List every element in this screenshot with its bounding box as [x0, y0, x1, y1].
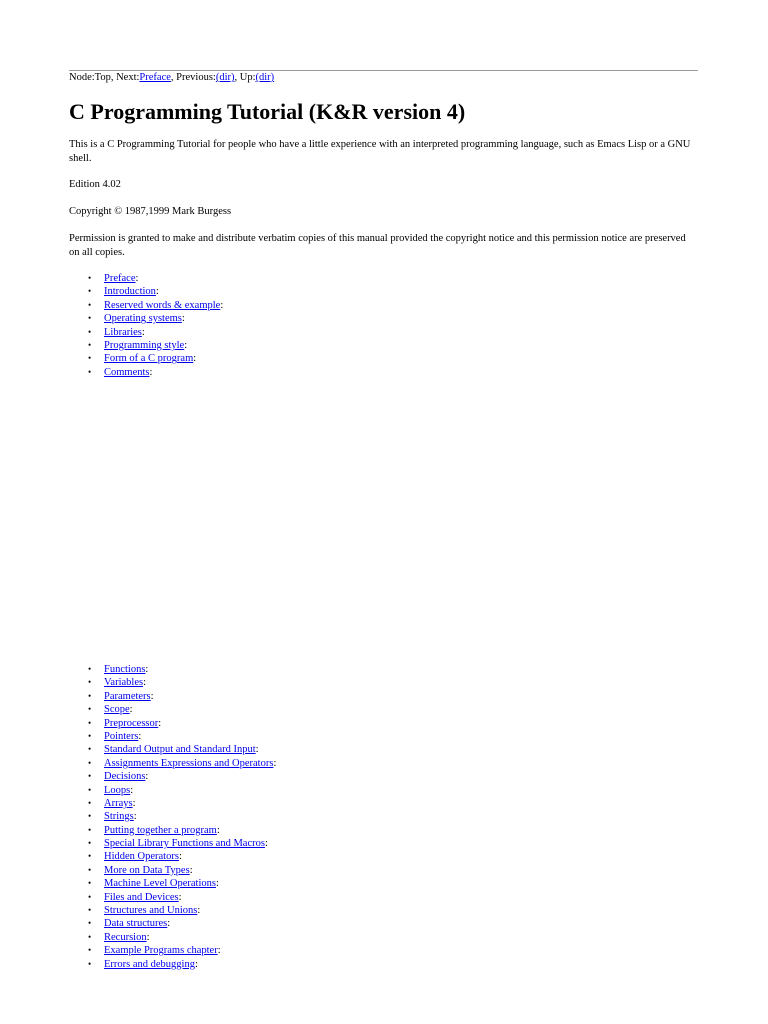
bullet-icon: •: [88, 838, 92, 849]
toc-item: [69, 770, 276, 783]
toc-item: [69, 312, 223, 325]
toc-link[interactable]: Pointers: [104, 730, 139, 742]
toc-item: [69, 904, 276, 917]
bullet-icon: •: [88, 717, 92, 728]
toc-item: [69, 663, 276, 676]
toc-link[interactable]: Hidden Operators: [104, 851, 179, 863]
bullet-icon: •: [88, 958, 92, 969]
toc-item: [69, 784, 276, 797]
toc-item: [69, 931, 276, 944]
bullet-icon: •: [88, 677, 92, 688]
toc-link[interactable]: Decisions: [104, 771, 146, 783]
bullet-icon: •: [88, 784, 92, 795]
toc-link[interactable]: Assignments Expressions and Operators: [104, 757, 274, 769]
toc-suffix: :: [181, 313, 185, 325]
toc-list-bottom: [69, 663, 276, 971]
toc-item: [69, 917, 276, 930]
up-link[interactable]: (dir): [255, 72, 275, 83]
toc-suffix: :: [133, 811, 137, 823]
toc-list-top: [69, 272, 223, 379]
toc-suffix: :: [158, 717, 162, 729]
toc-link[interactable]: Form of a C program: [104, 353, 194, 365]
toc-item: [69, 877, 276, 890]
toc-suffix: :: [255, 744, 259, 756]
toc-suffix: :: [155, 286, 159, 298]
toc-item: [69, 958, 276, 971]
toc-suffix: :: [132, 797, 136, 809]
toc-suffix: :: [189, 864, 193, 876]
toc-item: [69, 864, 276, 877]
bullet-icon: •: [88, 864, 92, 875]
toc-link[interactable]: Example Programs chapter: [104, 945, 218, 957]
toc-link[interactable]: Machine Level Operations: [104, 878, 216, 890]
toc-suffix: :: [129, 704, 133, 716]
bullet-icon: •: [88, 771, 92, 782]
toc-item: [69, 743, 276, 756]
toc-link[interactable]: Errors and debugging: [104, 958, 195, 970]
intro-paragraph: This is a C Programming Tutorial for people who have a little experience with an interpreted programming language, such as Emacs Lisp or a GNU shell.: [69, 139, 691, 164]
bullet-icon: •: [88, 664, 92, 674]
bullet-icon: •: [88, 851, 92, 862]
permission-paragraph: Permission is granted to make and distribute verbatim copies of this manual provided the copyright notice and this permission notice are preserved on all copies.: [69, 233, 686, 258]
toc-item: [69, 810, 276, 823]
previous-label: , Previous:: [170, 72, 216, 83]
toc-suffix: :: [130, 784, 134, 796]
toc-suffix: :: [264, 838, 268, 850]
toc-link[interactable]: Strings: [104, 811, 134, 823]
bullet-icon: •: [88, 690, 92, 701]
toc-item: [69, 352, 223, 365]
toc-item: [69, 703, 276, 716]
toc-link[interactable]: Files and Devices: [104, 891, 179, 903]
bullet-icon: •: [88, 366, 92, 377]
bullet-icon: •: [88, 931, 92, 942]
toc-item: [69, 850, 276, 863]
bullet-icon: •: [88, 824, 92, 835]
bullet-icon: •: [88, 313, 92, 324]
toc-suffix: :: [193, 353, 197, 365]
bullet-icon: •: [88, 353, 92, 364]
toc-link[interactable]: Scope: [104, 704, 130, 716]
up-label: , Up:: [234, 72, 256, 83]
toc-item: [69, 299, 223, 312]
toc-suffix: :: [184, 339, 188, 351]
toc-link[interactable]: Libraries: [104, 326, 142, 338]
toc-suffix: :: [217, 945, 221, 957]
toc-item: [69, 272, 223, 285]
toc-link[interactable]: Comments: [104, 366, 150, 378]
toc-item: [69, 824, 276, 837]
bullet-icon: •: [88, 273, 92, 283]
bullet-icon: •: [88, 286, 92, 297]
edition-text: Edition 4.02: [69, 179, 121, 190]
bullet-icon: •: [88, 811, 92, 822]
toc-item: [69, 797, 276, 810]
bullet-icon: •: [88, 878, 92, 889]
toc-item: [69, 339, 223, 352]
bullet-icon: •: [88, 757, 92, 768]
toc-link[interactable]: Data structures: [104, 918, 168, 930]
bullet-icon: •: [88, 730, 92, 741]
toc-suffix: :: [194, 958, 198, 970]
toc-link[interactable]: Structures and Unions: [104, 905, 198, 917]
toc-item: [69, 366, 223, 379]
toc-suffix: :: [146, 931, 150, 943]
toc-suffix: :: [220, 299, 224, 311]
toc-suffix: :: [135, 273, 139, 284]
toc-item: [69, 676, 276, 689]
bullet-icon: •: [88, 326, 92, 337]
toc-link[interactable]: Special Library Functions and Macros: [104, 838, 265, 850]
bullet-icon: •: [88, 891, 92, 902]
toc-link[interactable]: Programming style: [104, 339, 185, 351]
toc-suffix: :: [143, 677, 146, 689]
bullet-icon: •: [88, 299, 92, 310]
copyright-text: Copyright © 1987,1999 Mark Burgess: [69, 206, 232, 217]
toc-suffix: :: [167, 918, 171, 930]
toc-link[interactable]: Preface: [104, 273, 136, 284]
node-label: Node:Top, Next:: [69, 72, 140, 83]
toc-suffix: :: [178, 851, 182, 863]
node-navigation: [69, 71, 274, 84]
toc-suffix: :: [216, 824, 220, 836]
toc-link[interactable]: Operating systems: [104, 313, 182, 325]
toc-suffix: :: [178, 891, 182, 903]
toc-link[interactable]: Arrays: [104, 797, 133, 809]
toc-suffix: :: [273, 757, 277, 769]
toc-suffix: :: [150, 690, 154, 702]
toc-link[interactable]: Reserved words & example: [104, 299, 221, 311]
toc-suffix: :: [197, 905, 201, 917]
toc-item: [69, 757, 276, 770]
toc-item: [69, 326, 223, 339]
toc-item: [69, 717, 276, 730]
page-title: C Programming Tutorial (K&R version 4): [69, 99, 466, 124]
bullet-icon: •: [88, 945, 92, 956]
toc-item: [69, 285, 223, 298]
toc-suffix: :: [138, 730, 142, 742]
bullet-icon: •: [88, 918, 92, 929]
toc-suffix: :: [145, 664, 149, 675]
toc-item: [69, 690, 276, 703]
toc-link[interactable]: Preprocessor: [104, 717, 159, 729]
toc-suffix: :: [145, 771, 149, 783]
toc-item: [69, 944, 276, 957]
toc-link[interactable]: Introduction: [104, 286, 156, 298]
toc-link[interactable]: Standard Output and Standard Input: [104, 744, 256, 756]
toc-link[interactable]: Putting together a program: [104, 824, 217, 836]
bullet-icon: •: [88, 797, 92, 808]
bullet-icon: •: [88, 704, 92, 715]
toc-link[interactable]: Recursion: [104, 931, 147, 943]
toc-suffix: :: [215, 878, 219, 890]
toc-item: [69, 837, 276, 850]
previous-link[interactable]: (dir): [215, 72, 235, 83]
toc-item: [69, 730, 276, 743]
toc-item: [69, 891, 276, 904]
toc-link[interactable]: Parameters: [104, 690, 151, 702]
bullet-icon: •: [88, 744, 92, 755]
toc-link[interactable]: Loops: [104, 784, 131, 796]
bullet-icon: •: [88, 339, 92, 350]
toc-suffix: :: [149, 366, 153, 378]
toc-link[interactable]: Functions: [104, 664, 146, 675]
toc-link[interactable]: Variables: [104, 677, 144, 689]
toc-suffix: :: [141, 326, 145, 338]
next-link[interactable]: Preface: [139, 72, 171, 83]
toc-link[interactable]: More on Data Types: [104, 864, 190, 876]
bullet-icon: •: [88, 905, 92, 916]
